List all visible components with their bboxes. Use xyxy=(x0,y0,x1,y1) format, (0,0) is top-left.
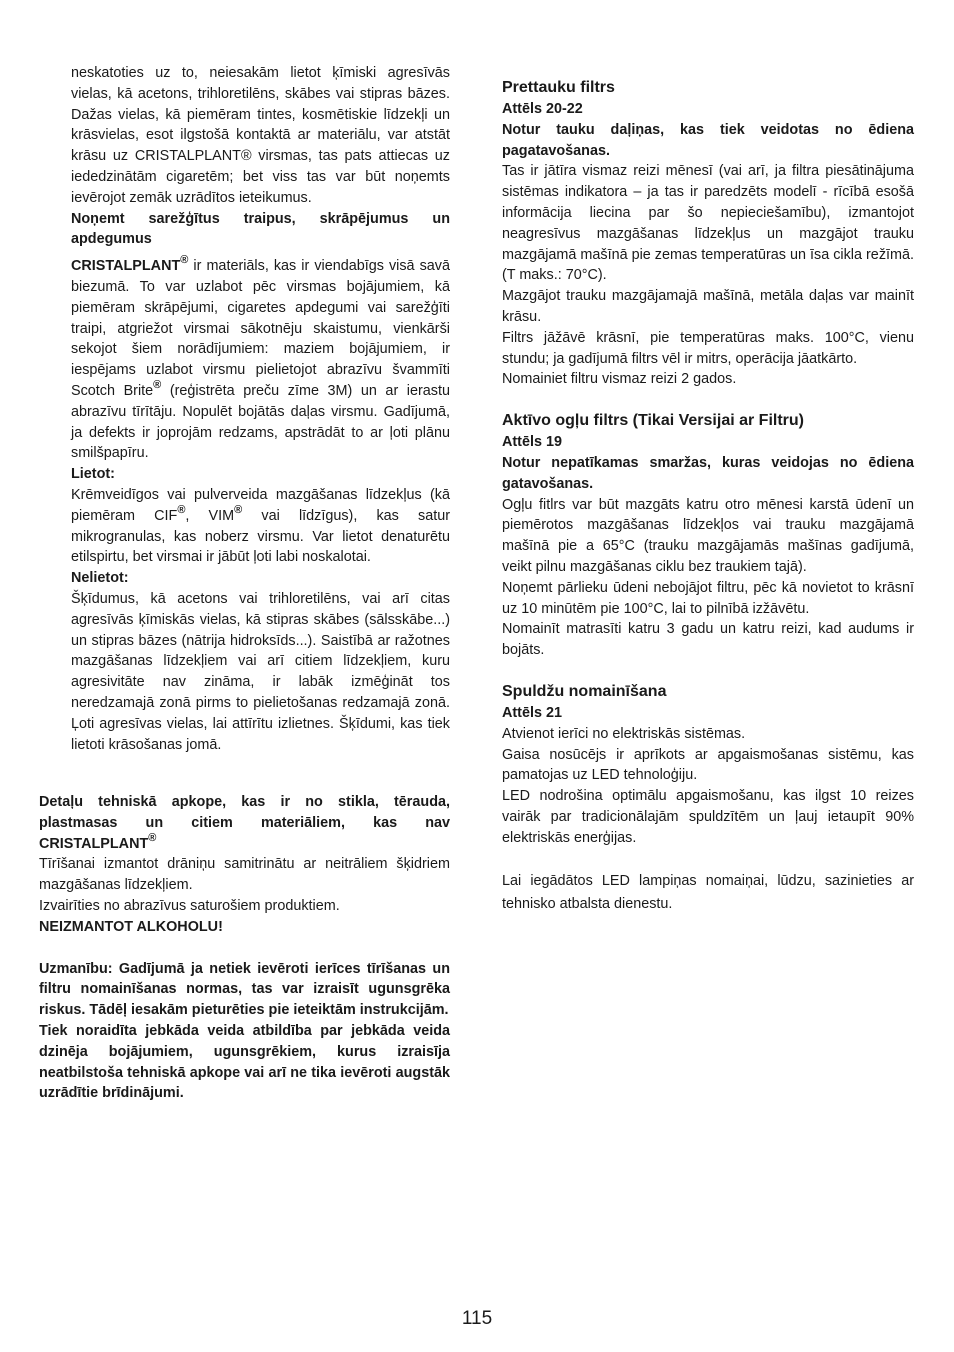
grease-filter-lead: Notur tauku daļiņas, kas tiek veidotas no ēdiena pagatavošanas. xyxy=(502,121,914,159)
cristalplant-paragraph xyxy=(71,256,450,464)
dont-use-heading: Nelietot: xyxy=(71,570,129,587)
dont-use-paragraph: Šķīdumus, kā acetons vai trihloretilēns, vai arī citas agresīvās ķīmiskās vielas, kā stipras skābes (sālsskābe...) un stipras bāzes (nātrija hidroksīds...). Saistībā ar ražotnes mazgāšanas līdzekļiem vai arī citiem līdzekļiem, kuru agresivitāte nav zināma, ir labāk izmēģināt tos neredzamajā zonā pirms to pielietošanas redzamajā zonā. Ļoti agresīvas vielas, lai attīrītu izlietnes. Šķīdumi, kas tiek lietoti krāsošanas jomā. xyxy=(71,590,450,753)
registered-mark: ® xyxy=(177,503,186,516)
no-alcohol-warning: NEIZMANTOT ALKOHOLU! xyxy=(39,918,223,935)
grease-filter-figure-ref: Attēls 20-22 xyxy=(502,101,583,117)
registered-mark: ® xyxy=(153,378,162,391)
grease-filter-p1: Tas ir jātīra vismaz reizi mēnesī (vai arī, ja filtra piesātinājuma sistēmas indikatora – ja tas ir paredzēts modelī - rīcībā esošā informācija liecina par šo nepieciešamību), izmantojot neagresīvus mazgāšanas līdzekļus un mazgājot trauku mazgājamā mašīnā pie zemas temperatūras un īsa cikla režīmā. (T maks.: 70°C). xyxy=(502,163,914,284)
right-column xyxy=(502,77,914,916)
grease-filter-p2: Mazgājot trauku mazgājamajā mašīnā, metāla daļas var mainīt krāsu. xyxy=(502,288,914,325)
use-text-b: , VIM xyxy=(185,507,235,524)
carbon-filter-p2: Noņemt pārlieku ūdeni nebojājot filtru, pēc kā novietot to krāsnī uz 10 minūtēm pie 100°C, lai to pilnībā izžāvētu. xyxy=(502,579,914,617)
parts-paragraph-1: Tīrīšanai izmantot drāniņu samitrinātu ar neitrāliem šķidriem mazgāšanas līdzekļiem. xyxy=(39,856,450,894)
registered-mark: ® xyxy=(148,831,157,844)
bulb-replacement-p4: Lai iegādātos LED lampiņas nomaiņai, lūdzu, sazinieties ar tehnisko atbalsta dienestu. xyxy=(502,872,914,912)
attention-warning: Uzmanību: Gadījumā ja netiek ievēroti ierīces tīrīšanas un filtru nomainīšanas normas, tas var izraisīt ugunsgrēka riskus. Tādēļ iesakām pieturēties pie ieteiktām instrukcijām. xyxy=(39,960,450,1019)
liability-disclaimer: Tiek noraidīta jebkāda veida atbildība par jebkāda veida dzinēja bojājumiem, ugunsgrēkiem, kurus izraisīja neatbilstoša tehniskā apkope vai arī ne tika ievēroti augstāk uzrādītie brīdinājumi. xyxy=(39,1022,450,1102)
intro-paragraph: neskatoties uz to, neiesakām lietot ķīmiski agresīvās vielas, kā acetons, trihloretilēns, skābes vai stipras bāzes. Dažas vielas, kā piemēram tintes, kosmētiskie līdzekļi un krāsvielas, esot ilgstošā kontaktā ar materiālu, var atstāt krāsu uz CRISTALPLANT® virsmas, tas pats attiecas uz iededzinātām cigaretēm; bet viss tas var būt noņemts ievērojot zemāk uzrādītos ieteikumus. xyxy=(71,65,450,206)
cristalplant-text: ir materiāls, kas ir viendabīgs visā savā biezumā. To var uzlabot pēc virsmas bojājumiem, kā piemēram skrāpējumi, cigaretes apdegumi vai sarežģīti traipi, atgriežot virsmai sākotnēju skaistumu, vienkārši sekojot šiem norādījumiem: maziem bojājumiem, ir iespējams uzlabot virsmu pielietojot abrazīvu švammīti Scotch Brite xyxy=(71,258,450,399)
left-column-upper xyxy=(71,63,450,755)
bulb-replacement-figure-ref: Attēls 21 xyxy=(502,704,562,721)
bulb-replacement-title: Spuldžu nomainīšana xyxy=(502,682,667,700)
registered-mark: ® xyxy=(180,254,189,267)
use-heading: Lietot: xyxy=(71,466,115,483)
carbon-filter-lead: Notur nepatīkamas smaržas, kuras veidojas no ēdiena gatavošanas. xyxy=(502,454,914,492)
parts-paragraph-2: Izvairīties no abrazīvus saturošiem produktiem. xyxy=(39,897,340,914)
parts-heading-text: Detaļu tehniskā apkope, kas ir no stikla, tērauda, plastmasas un citiem materiāliem, kas nav CRISTALPLANT xyxy=(39,794,450,852)
page-number: 115 xyxy=(461,1308,493,1329)
use-paragraph xyxy=(71,485,450,568)
use-text-c: vai līdzīgus), kas satur mikrogranulas, kas noberz virsmu. Var lietot denaturētu etilspirtu, bet virsmai ir jābūt ļoti labi noskalotai. xyxy=(71,507,450,566)
carbon-filter-figure-ref: Attēls 19 xyxy=(502,434,562,451)
grease-filter-p4: Nomainiet filtru vismaz reizi 2 gados. xyxy=(502,371,737,388)
remove-stains-heading: Noņemt sarežģītus traipus, skrāpējumus un apdegumus xyxy=(71,210,450,248)
registered-mark: ® xyxy=(234,503,243,516)
parts-maintenance-heading xyxy=(39,792,450,854)
bulb-replacement-p1: Atvienot ierīci no elektriskās sistēmas. xyxy=(502,725,746,742)
use-text-a: Krēmveidīgos vai pulverveida mazgāšanas līdzekļus (kā piemēram CIF xyxy=(71,486,450,524)
carbon-filter-title: Aktīvo ogļu filtrs (Tikai Versijai ar Filtru) xyxy=(502,412,804,430)
carbon-filter-p3: Nomainīt matrasīti katru 3 gadu un katru reizi, kad audums ir bojāts. xyxy=(502,621,914,659)
bulb-replacement-p3: LED nodrošina optimālu apgaismošanu, kas ilgst 10 reizes vairāk par tradicionālajām spuldzītēm un ļauj ietaupīt 90% elektriskās enerģijas. xyxy=(502,788,914,846)
carbon-filter-p1: Ogļu fitlrs var būt mazgāts katru otro mēnesi karstā ūdenī un piemērotos mazgāšanas līdzekļos vai trauku mazgājamā mašīnā pie a 65°C (trauku mazgājamās mašīnas gadījumā, veikt pilnu mazgāšanas ciklu bez traukiem tajā). xyxy=(502,496,914,575)
cristalplant-text-2: (reģistrēta preču zīme 3M) un ar ierastu abrazīvu tīrītāju. Nopulēt bojātās daļas virsmu. Gadījumā, ja defekts ir joprojām redzams, apstrādāt to ar ļoti plānu smilšpapīru. xyxy=(71,382,450,462)
grease-filter-p3: Filtrs jāžāvē krāsnī, pie temperatūras maks. 100°C, vienu stundu; ja gadījumā filtrs vēl ir mitrs, operācija jāatkārto. xyxy=(502,329,914,367)
grease-filter-title: Prettauku filtrs xyxy=(502,79,615,96)
cristalplant-brand: CRISTALPLANT xyxy=(71,258,181,275)
bulb-replacement-p2: Gaisa nosūcējs ir aprīkots ar apgaismošanas sistēmu, kas pamatojas uz LED tehnoloģiju. xyxy=(502,746,914,784)
left-column-lower xyxy=(39,792,450,1104)
